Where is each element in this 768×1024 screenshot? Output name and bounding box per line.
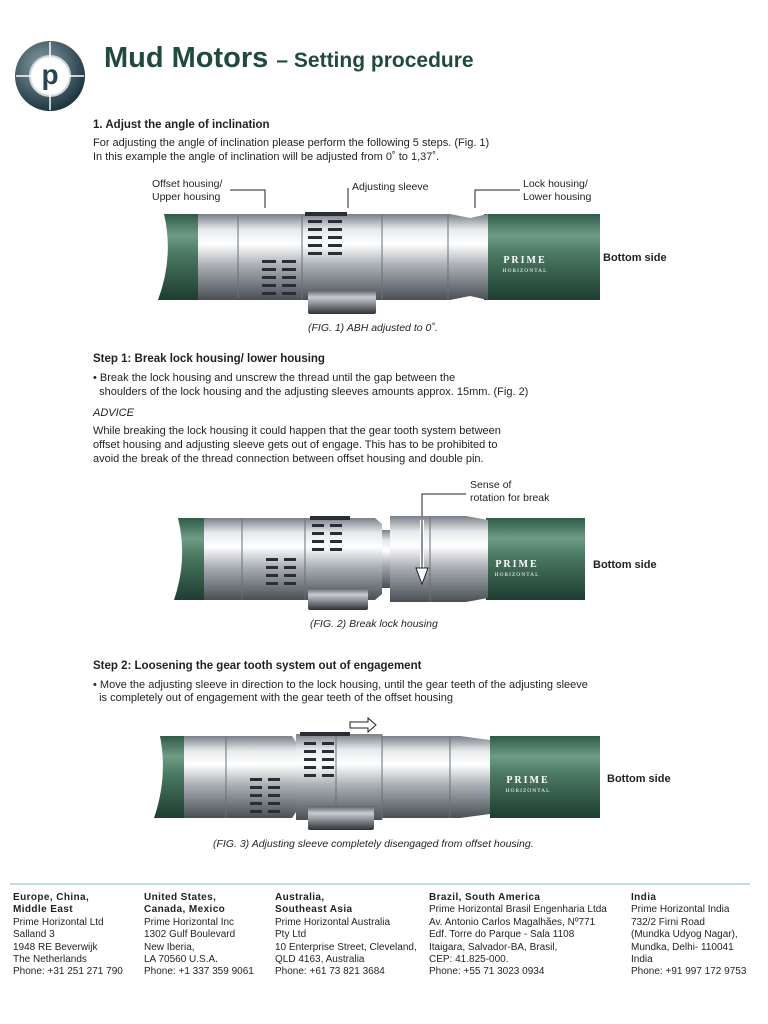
advice-line2: offset housing and adjusting sleeve gets out of engage. This has to be prohibited to: [93, 439, 498, 451]
svg-text:PRIME: PRIME: [506, 775, 550, 786]
company-logo: [14, 40, 86, 112]
section1-line2: In this example the angle of inclination will be adjusted from 0˚ to 1,37˚.: [93, 151, 440, 163]
svg-text:PRIME: PRIME: [495, 559, 539, 570]
figure-1-motor: [150, 184, 600, 320]
step1-heading: Step 1: Break lock housing/ lower housing: [93, 353, 325, 365]
label-offset-housing: Offset housing/ Upper housing: [152, 178, 223, 203]
advice-line1: While breaking the lock housing it could happen that the gear tooth system between: [93, 425, 501, 437]
step1-bullet-line2: shoulders of the lock housing and the adjusting sleeves amounts approx. 15mm. (Fig. 2): [93, 386, 529, 398]
footer-col-brazil: Brazil, South America Prime Horizontal Brasil Engenharia Ltda Av. Antonio Carlos Magalhães, Nº771 Edf. Torre do Parque - Sala 1108 Itaigara, Salvador-BA, Brasil, CEP: 41.825-000. Phone: +55 71 3023 0934: [429, 892, 607, 978]
step1-bullet-line1: • Break the lock housing and unscrew the thread until the gap between the: [93, 372, 456, 384]
svg-text:PRIME: PRIME: [503, 255, 547, 266]
page-title: [104, 40, 474, 79]
title-sub: – Setting procedure: [276, 49, 474, 72]
figure-2-motor: [170, 490, 585, 614]
step2-heading: Step 2: Loosening the gear tooth system out of engagement: [93, 660, 422, 672]
svg-text:HORIZONTAL: HORIZONTAL: [494, 572, 540, 578]
step2-bullet-line1: • Move the adjusting sleeve in direction to the lock housing, until the gear teeth of the adjusting sleeve: [93, 679, 588, 691]
footer-col-india: India Prime Horizontal India 732/2 Firni Road (Mundka Udyog Nagar), Mundka, Delhi- 110041 India Phone: +91 997 172 9753: [631, 892, 747, 978]
footer-divider: [10, 883, 750, 885]
svg-text:p: p: [41, 59, 59, 90]
footer-col-australia: Australia, Southeast Asia Prime Horizontal Australia Pty Ltd 10 Enterprise Street, Cleveland, QLD 4163, Australia Phone: +61 73 821 3684: [275, 892, 417, 978]
footer-col-us: United States, Canada, Mexico Prime Horizontal Inc 1302 Gulf Boulevard New Iberia, LA 70560 U.S.A. Phone: +1 337 359 9061: [144, 892, 254, 978]
figure-3-motor: [150, 714, 600, 838]
svg-text:HORIZONTAL: HORIZONTAL: [502, 268, 548, 274]
label-lock-housing: Lock housing/ Lower housing: [523, 178, 592, 203]
section1-line1: For adjusting the angle of inclination please perform the following 5 steps. (Fig. 1): [93, 137, 490, 149]
title-main: Mud Motors: [104, 42, 269, 74]
section-heading-1: 1. Adjust the angle of inclination: [93, 119, 270, 131]
footer-col-europe: Europe, China, Middle East Prime Horizontal Ltd Salland 3 1948 RE Beverwijk The Netherlands Phone: +31 251 271 790: [13, 892, 123, 978]
step2-bullet-line2: is completely out of engagement with the gear teeth of the offset housing: [93, 692, 453, 704]
advice-label: ADVICE: [93, 407, 134, 419]
figure-2-caption: (FIG. 2) Break lock housing: [310, 618, 438, 630]
bottom-side-label-2: Bottom side: [593, 559, 657, 571]
advice-line3: avoid the break of the thread connection between offset housing and double pin.: [93, 453, 484, 465]
figure-1-caption: (FIG. 1) ABH adjusted to 0˚.: [308, 322, 438, 334]
bottom-side-label-1: Bottom side: [603, 252, 667, 264]
bottom-side-label-3: Bottom side: [607, 773, 671, 785]
label-sense-of-rotation: Sense of rotation for break: [470, 479, 550, 504]
svg-text:HORIZONTAL: HORIZONTAL: [505, 788, 551, 794]
label-adjusting-sleeve: Adjusting sleeve: [352, 181, 429, 193]
figure-3-caption: (FIG. 3) Adjusting sleeve completely disengaged from offset housing.: [213, 838, 534, 850]
